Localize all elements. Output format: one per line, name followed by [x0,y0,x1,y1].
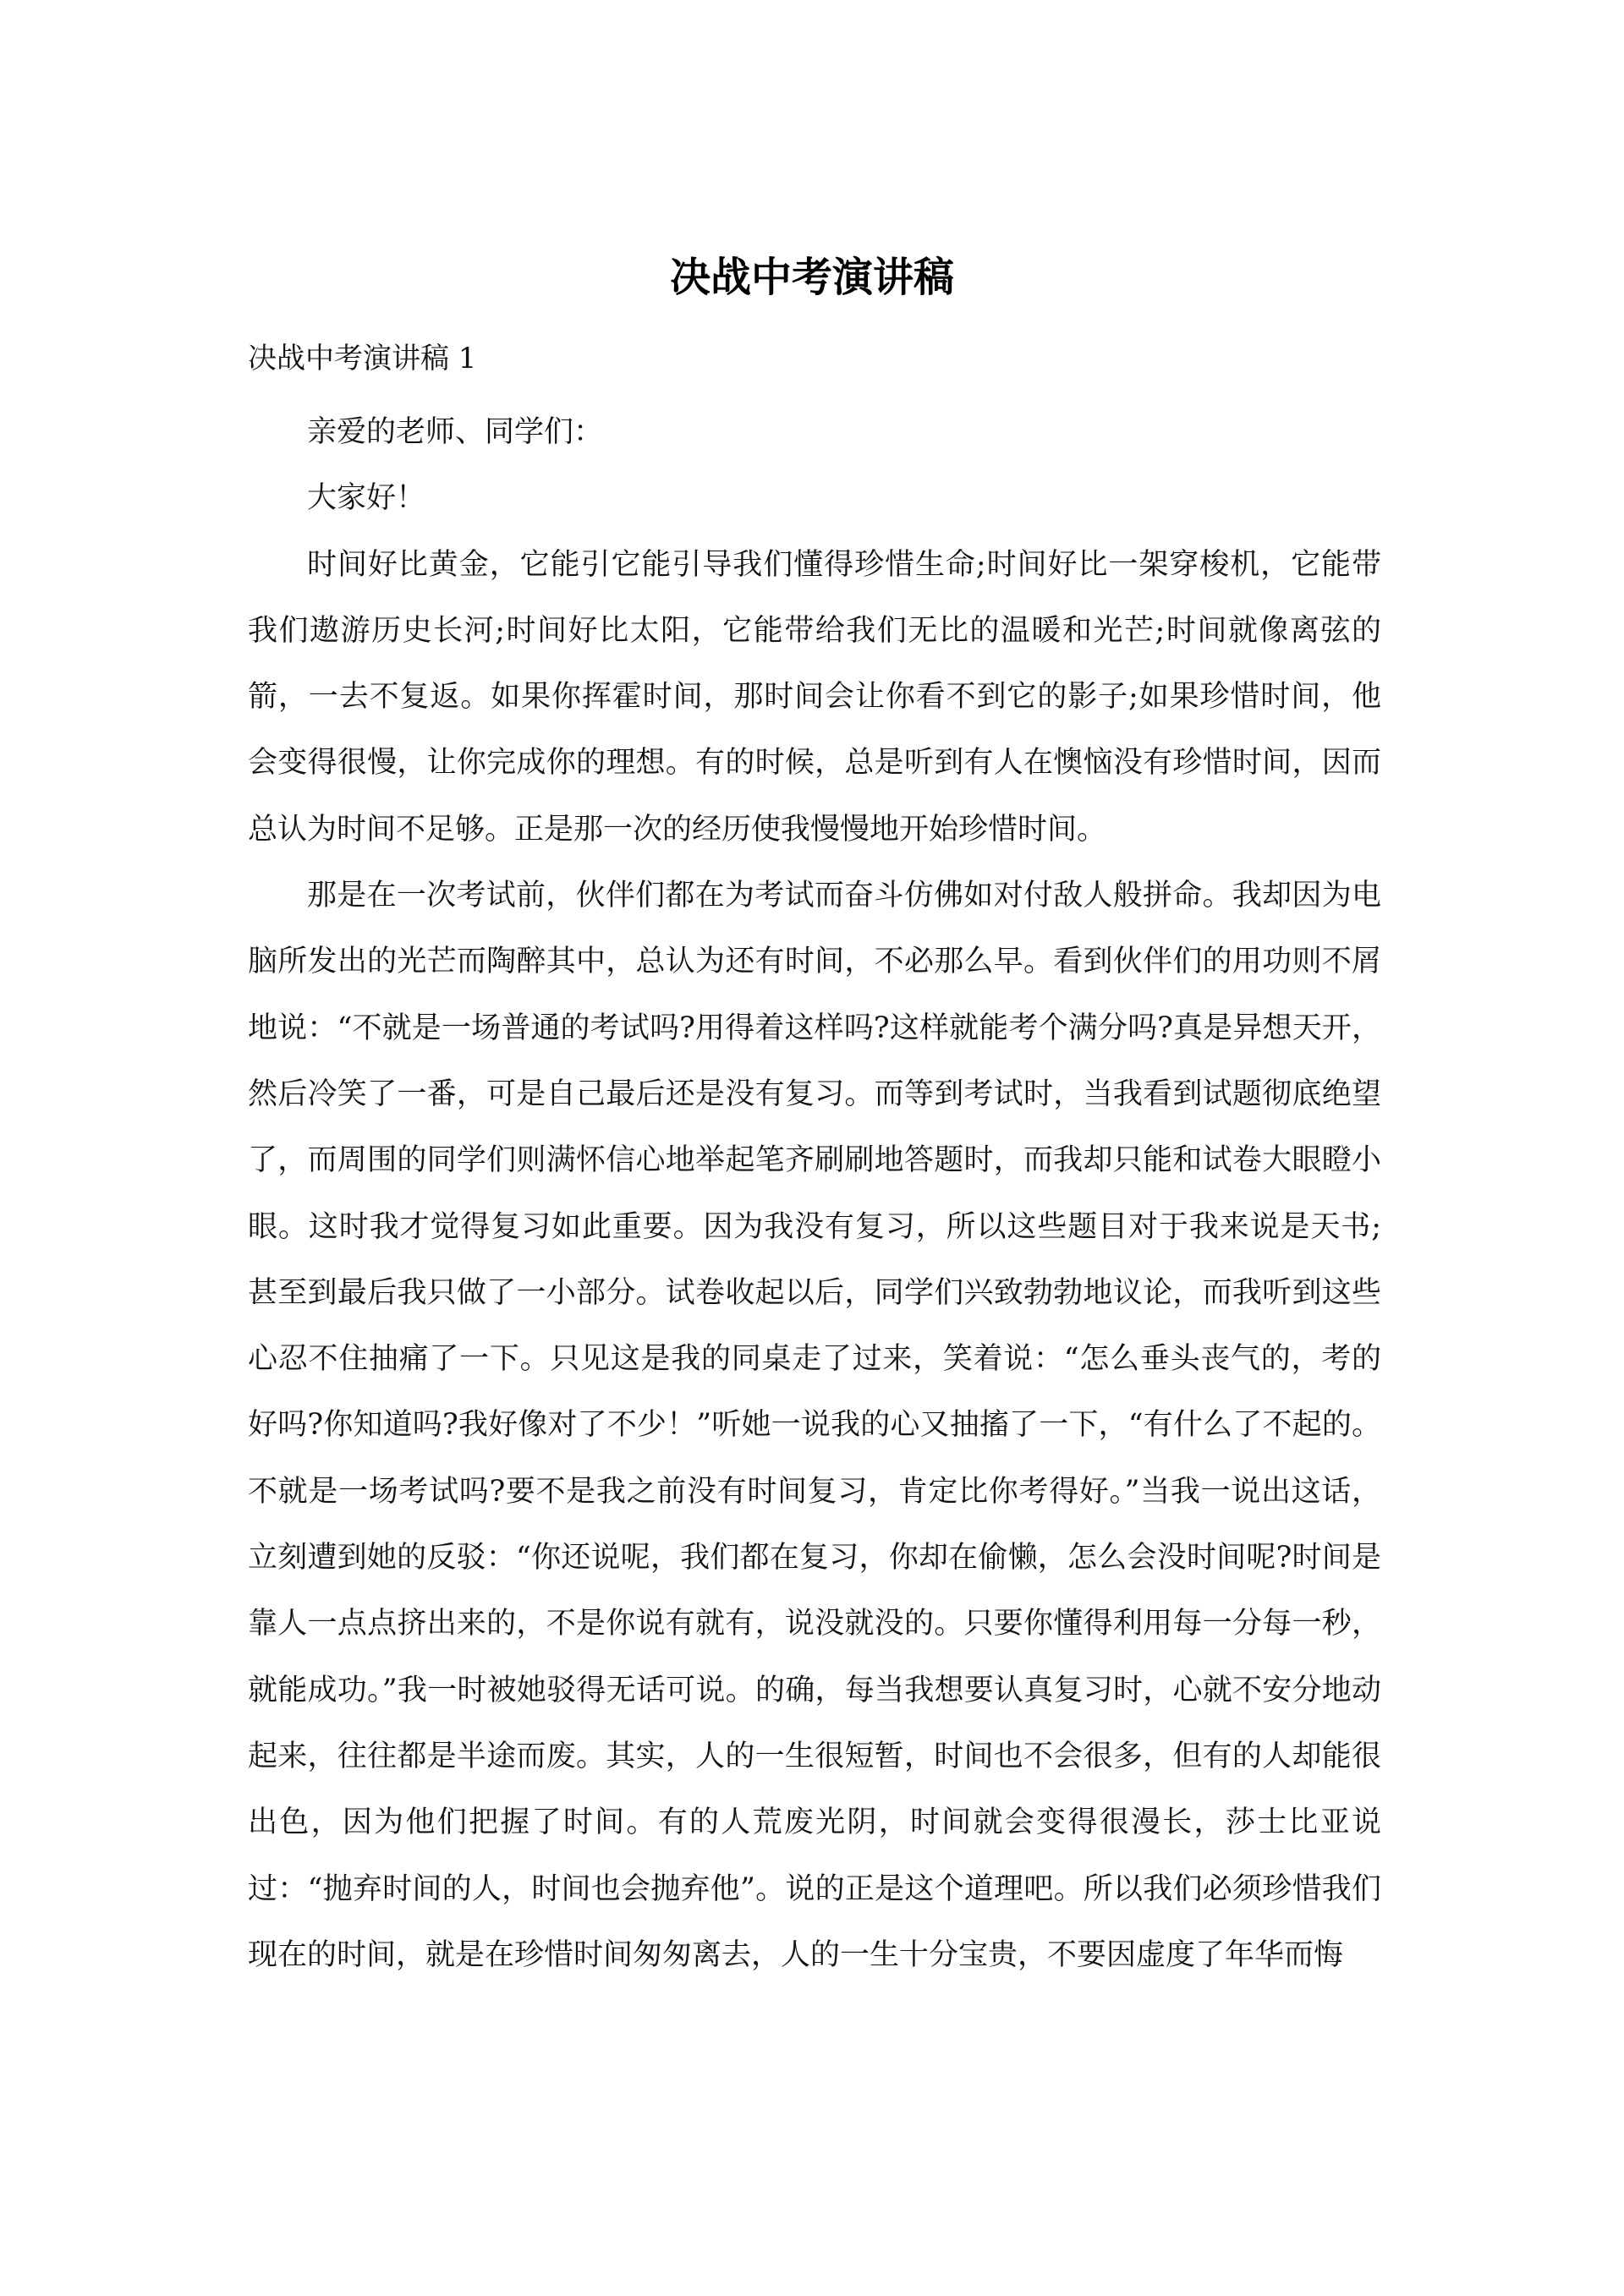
paragraph-time-metaphor: 时间好比黄金，它能引它能引导我们懂得珍惜生命;时间好比一架穿梭机，它能带我们遨游历史长河;时间好比太阳，它能带给我们无比的温暖和光芒;时间就像离弦的箭，一去不复返。如果你挥霍时间，那时间会让你看不到它的影子;如果珍惜时间，他会变得很慢，让你完成你的理想。有的时候，总是听到有人在懊恼没有珍惜时间，因而总认为时间不足够。正是那一次的经历使我慢慢地开始珍惜时间。 [248,547,1381,847]
paragraph-exam-story: 那是在一次考试前，伙伴们都在为考试而奋斗仿佛如对付敌人般拼命。我却因为电脑所发出的光芒而陶醉其中，总认为还有时间，不必那么早。看到伙伴们的用功则不屑地说：“不就是一场普通的考试吗?用得着这样吗?这样就能考个满分吗?真是异想天开，然后冷笑了一番，可是自己最后还是没有复习。而等到考试时，当我看到试题彻底绝望了，而周围的同学们则满怀信心地举起笔齐刷刷地答题时，而我却只能和试卷大眼瞪小眼。这时我才觉得复习如此重要。因为我没有复习，所以这些题目对于我来说是天书;甚至到最后我只做了一小部分。试卷收起以后，同学们兴致勃勃地议论，而我听到这些心忍不住抽痛了一下。只见这是我的同桌走了过来，笑着说：“怎么垂头丧气的，考的好吗?你知道吗?我好像对了不少！”听她一说我的心又抽搐了一下，“有什么了不起的。不就是一场考试吗?要不是我之前没有时间复习，肯定比你考得好。”当我一说出这话，立刻遭到她的反驳：“你还说呢，我们都在复习，你却在偷懒，怎么会没时间呢?时间是靠人一点点挤出来的，不是你说有就有，说没就没的。只要你懂得利用每一分每一秒，就能成功。”我一时被她驳得无话可说。的确，每当我想要认真复习时，心就不安分地动起来，往往都是半途而废。其实，人的一生很短暂，时间也不会很多，但有的人却能很出色，因为他们把握了时间。有的人荒废光阴，时间就会变得很漫长，莎士比亚说过：“抛弃时间的人，时间也会抛弃他”。说的正是这个道理吧。所以我们必须珍惜我们现在的时间，就是在珍惜时间匆匆离去，人的一生十分宝贵，不要因虚度了年华而悔 [248,879,1381,1972]
document-subtitle: 决战中考演讲稿 1 [248,342,477,375]
document-body [248,399,1381,1988]
paragraph-greeting: 亲爱的老师、同学们： [307,415,604,449]
document-title: 决战中考演讲稿 [669,254,954,301]
paragraph-hello: 大家好！ [307,481,426,516]
